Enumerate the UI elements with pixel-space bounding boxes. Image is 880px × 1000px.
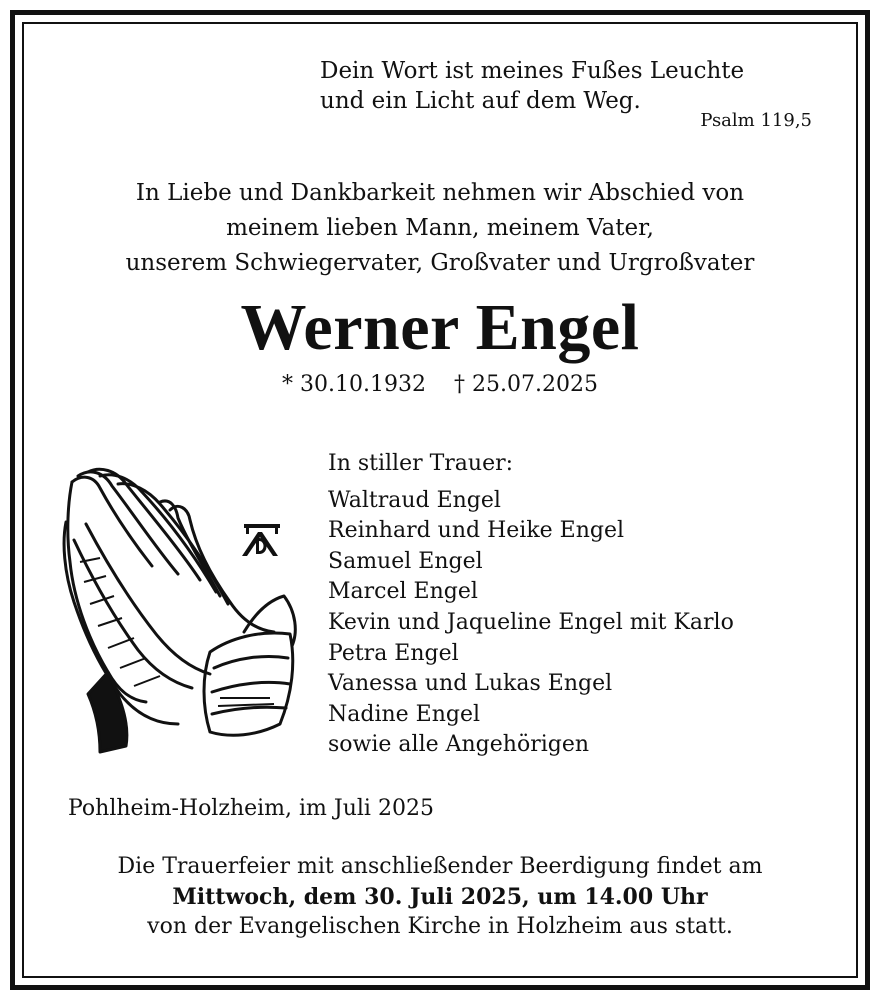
intro-line-2: meinem lieben Mann, meinem Vater, [226,215,654,241]
intro-line-1: In Liebe und Dankbarkeit nehmen wir Abschied von [135,180,745,206]
verse-reference: Psalm 119,5 [700,110,812,131]
life-dates [0,372,880,397]
mourner-name: Nadine Engel [328,701,481,727]
praying-hands-icon [60,462,300,762]
birth-date: * 30.10.1932 [282,372,426,397]
mourner-name: Waltraud Engel [328,487,501,513]
farewell-intro [0,176,880,281]
place-and-date: Pohlheim-Holzheim, im Juli 2025 [68,796,434,821]
durer-monogram-icon [240,522,284,558]
mourner-name: Vanessa und Lukas Engel [328,671,613,697]
intro-line-3: unserem Schwiegervater, Großvater und Urgroßvater [125,250,755,276]
funeral-line-3: von der Evangelischen Kirche in Holzheim aus statt. [147,914,733,939]
mourner-name: sowie alle Angehörigen [328,732,590,758]
funeral-line-1: Die Trauerfeier mit anschließender Beerdigung findet am [117,854,763,879]
death-date: † 25.07.2025 [454,372,598,397]
mourner-name: Marcel Engel [328,579,478,605]
verse-line-1: Dein Wort ist meines Fußes Leuchte [320,58,745,84]
mourners-list [328,449,734,761]
mourner-name: Samuel Engel [328,548,483,574]
mourner-name: Petra Engel [328,640,459,666]
funeral-date-time: Mittwoch, dem 30. Juli 2025, um 14.00 Uhr [172,884,708,910]
bible-verse [320,56,744,116]
mourners-label: In stiller Trauer: [328,451,514,476]
mourner-name: Kevin und Jaqueline Engel mit Karlo [328,609,734,635]
deceased-name: Werner Engel [240,291,640,364]
mourner-name: Reinhard und Heike Engel [328,518,625,544]
verse-line-2: und ein Licht auf dem Weg. [320,88,641,114]
funeral-notice [0,852,880,942]
